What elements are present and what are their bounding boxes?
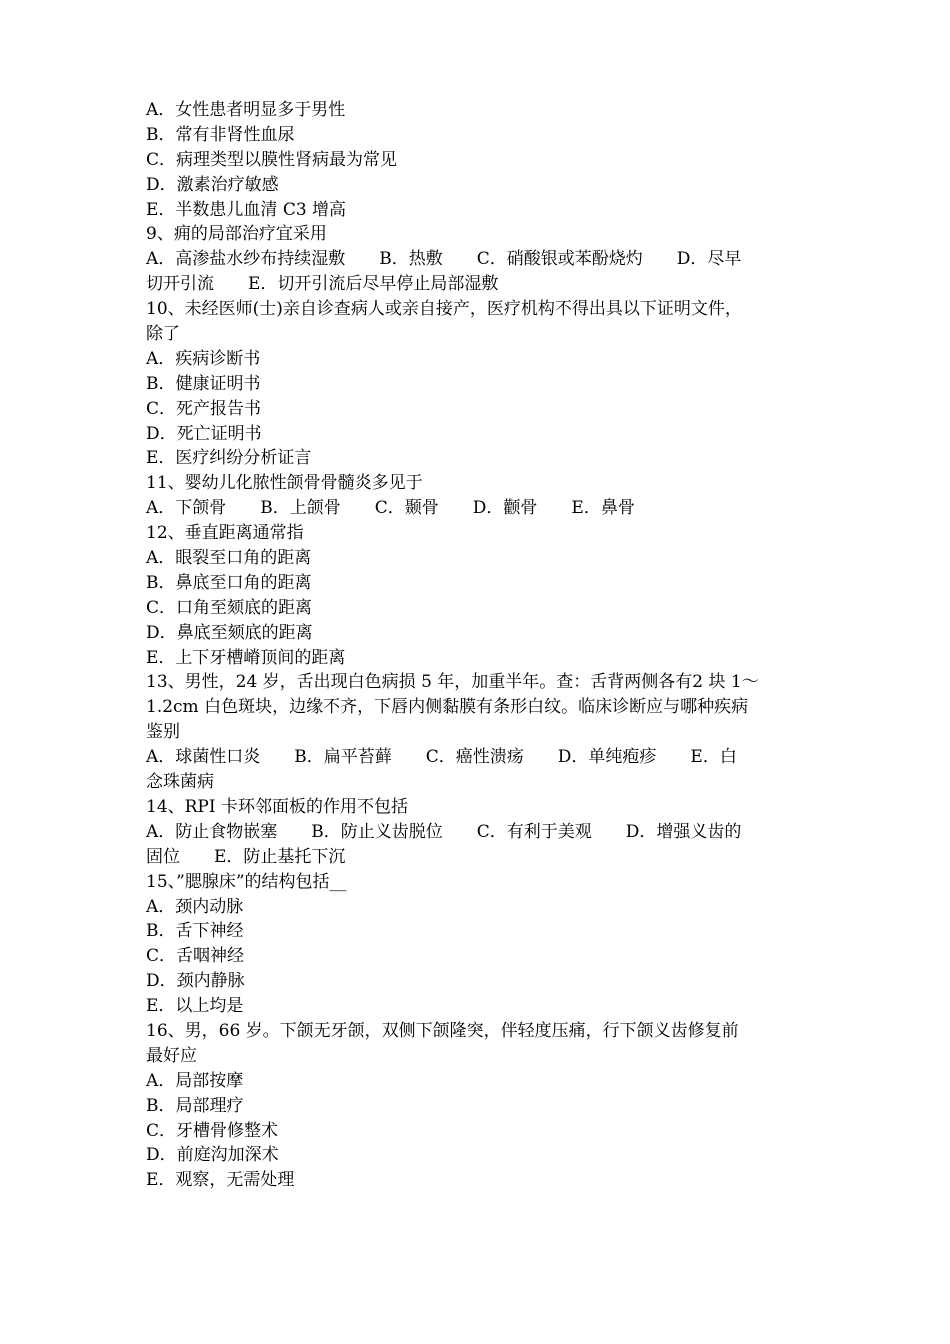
text-line: B．常有非肾性血尿 — [146, 124, 295, 145]
text-line: D．前庭沟加深术 — [146, 1145, 279, 1166]
question-line: 9、痈的局部治疗宜采用 — [146, 224, 327, 245]
text-line: A．疾病诊断书 — [146, 348, 261, 369]
text-line: B．鼻底至口角的距离 — [146, 572, 312, 593]
text-line: C．牙槽骨修整术 — [146, 1120, 279, 1141]
question-line: 16、男，66 岁。下颌无牙颌，双侧下颌隆突，伴轻度压痛，行下颌义齿修复前 — [146, 1020, 739, 1041]
text-line: C．口角至颏底的距离 — [146, 597, 313, 618]
text-line: A．眼裂至口角的距离 — [146, 548, 312, 569]
question-line: 1.2cm 白色斑块，边缘不齐，下唇内侧黏膜有条形白纹。临床诊断应与哪种疾病 — [146, 697, 749, 718]
question-line: 12、垂直距离通常指 — [146, 523, 304, 544]
question-line: 鉴别 — [146, 722, 180, 743]
text-line: C．死产报告书 — [146, 398, 262, 419]
text-line: E．以上均是 — [146, 996, 244, 1017]
text-line: B．健康证明书 — [146, 373, 261, 394]
options-line: A．球菌性口炎 B．扁平苔藓 C．癌性溃疡 D．单纯疱疹 E．白 — [146, 747, 737, 768]
question-line: 13、男性，24 岁，舌出现白色病损 5 年，加重半年。查：舌背两侧各有2 块 1～ — [146, 672, 759, 693]
text-line: E．观察，无需处理 — [146, 1170, 295, 1191]
text-line: C．病理类型以膜性肾病最为常见 — [146, 149, 398, 170]
question-line: 10、未经医师(士)亲自诊查病人或亲自接产，医疗机构不得出具以下证明文件， — [146, 299, 742, 320]
text-line: E．医疗纠纷分析证言 — [146, 448, 312, 469]
question-line: 11、婴幼儿化脓性颌骨骨髓炎多见于 — [146, 473, 423, 494]
text-line: E．上下牙槽嵴顶间的距离 — [146, 647, 346, 668]
text-line: D．鼻底至颏底的距离 — [146, 622, 313, 643]
text-line: A．女性患者明显多于男性 — [146, 100, 346, 120]
document-body — [146, 98, 816, 1193]
options-line: 固位 E．防止基托下沉 — [146, 846, 346, 867]
options-line: A．防止食物嵌塞 B．防止义齿脱位 C．有利于美观 D．增强义齿的 — [146, 821, 742, 842]
text-line: D．颈内静脉 — [146, 971, 245, 992]
options-line: A．下颌骨 B．上颌骨 C．颞骨 D．颧骨 E．鼻骨 — [146, 498, 635, 519]
question-line: 15、”腮腺床”的结构包括__ — [146, 871, 347, 892]
text-line: E．半数患儿血清 C3 增高 — [146, 199, 347, 220]
options-line: A．高渗盐水纱布持续湿敷 B．热敷 C．硝酸银或苯酚烧灼 D．尽早 — [146, 249, 742, 270]
text-line: D．死亡证明书 — [146, 423, 262, 444]
options-line: 切开引流 E．切开引流后尽早停止局部湿敷 — [146, 274, 499, 295]
question-line: 除了 — [146, 324, 180, 345]
text-line: B．舌下神经 — [146, 921, 244, 942]
text-line: B．局部理疗 — [146, 1095, 244, 1116]
text-line: D．激素治疗敏感 — [146, 174, 279, 195]
options-line: 念珠菌病 — [146, 772, 214, 793]
text-line: A．局部按摩 — [146, 1070, 244, 1091]
text-line: A．颈内动脉 — [146, 896, 244, 917]
text-line: C．舌咽神经 — [146, 946, 245, 967]
question-line: 14、RPI 卡环邻面板的作用不包括 — [146, 796, 408, 817]
question-line: 最好应 — [146, 1045, 197, 1066]
